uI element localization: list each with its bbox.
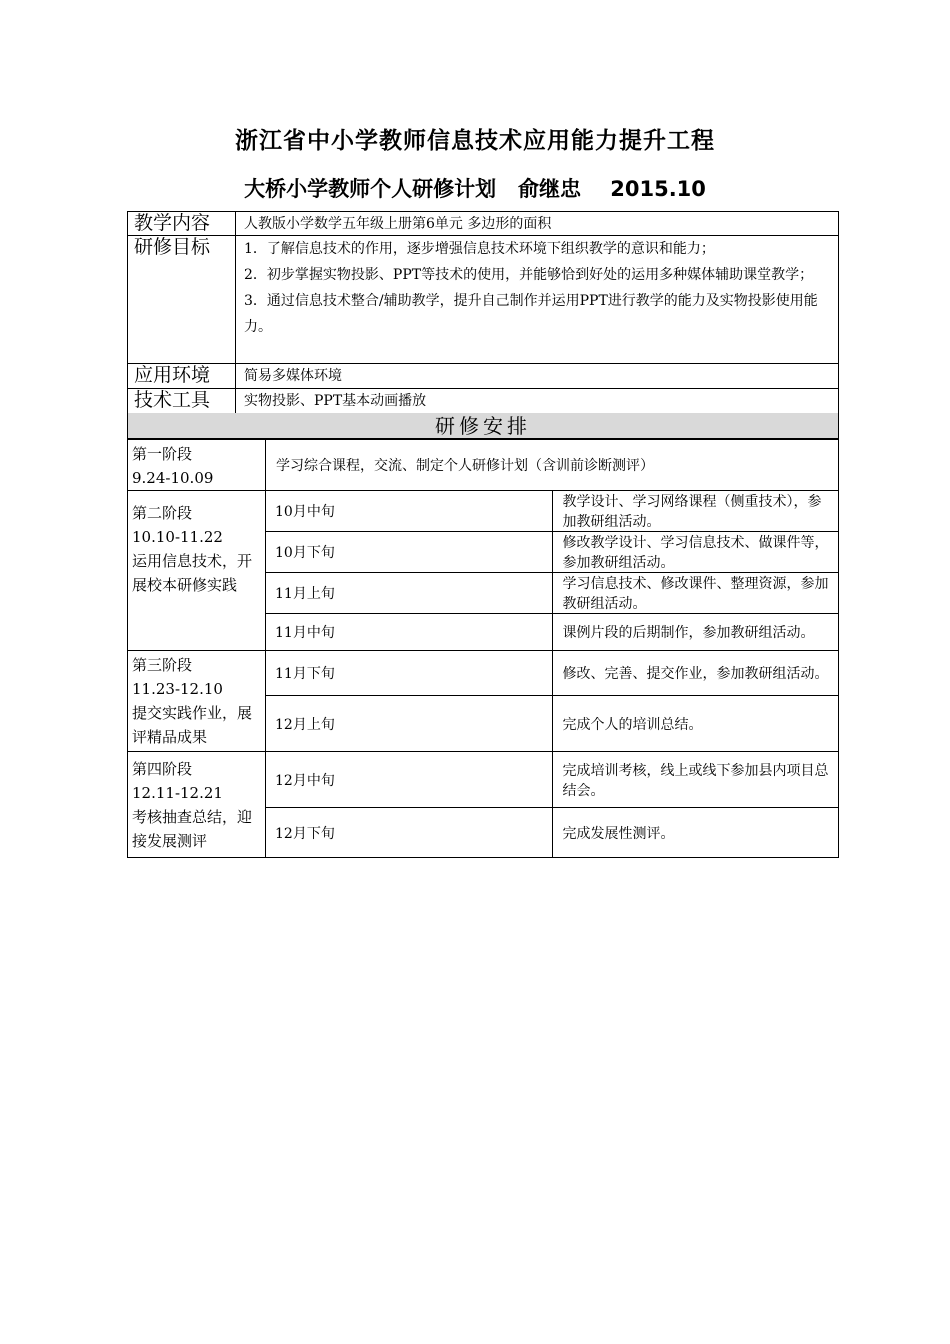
- time-cell: 11月中旬: [266, 614, 553, 651]
- time-cell: 10月下旬: [266, 532, 553, 573]
- time-cell: 11月上旬: [266, 573, 553, 614]
- activity-cell: 完成发展性测评。: [552, 808, 839, 858]
- stage1-activity: 学习综合课程，交流、制定个人研修计划（含训前诊断测评）: [266, 440, 839, 491]
- activity-cell: 完成培训考核，线上或线下参加县内项目总结会。: [552, 752, 839, 808]
- activity-cell: 教学设计、学习网络课程（侧重技术），参加教研组活动。: [552, 491, 839, 532]
- stage-name: 第三阶段: [132, 656, 193, 674]
- tool-label: 技术工具: [128, 389, 236, 414]
- stage1-cell: [128, 440, 266, 491]
- document-subtitle: 大桥小学教师个人研修计划 俞继忠 2015.10: [244, 177, 706, 201]
- time-cell: 10月中旬: [266, 491, 553, 532]
- activity-cell: 课例片段的后期制作，参加教研组活动。: [552, 614, 839, 651]
- activity-cell: 修改教学设计、学习信息技术、做课件等，参加教研组活动。: [552, 532, 839, 573]
- stage1-row: [128, 440, 839, 491]
- stage-name: 第一阶段: [132, 445, 193, 463]
- time-cell: 12月下旬: [266, 808, 553, 858]
- stage3-cell: [128, 651, 266, 752]
- stage-name: 第四阶段: [132, 759, 193, 778]
- time-cell: 12月中旬: [266, 752, 553, 808]
- content-label: 教学内容: [128, 212, 236, 236]
- env-label: 应用环境: [128, 364, 236, 389]
- stage-dates: 12.11-12.21: [132, 783, 223, 802]
- table-row: [128, 491, 839, 532]
- table-row: [128, 752, 839, 808]
- tool-value: 实物投影、PPT基本动画播放: [236, 389, 839, 414]
- schedule-heading: 研修安排: [127, 413, 839, 439]
- goal-label: 研修目标: [128, 236, 236, 364]
- table-row: [128, 651, 839, 696]
- schedule-table: [127, 439, 839, 858]
- document-title: 浙江省中小学教师信息技术应用能力提升工程: [235, 128, 715, 154]
- time-cell: 12月上旬: [266, 696, 553, 752]
- stage-dates: 9.24-10.09: [132, 469, 214, 487]
- activity-cell: 完成个人的培训总结。: [552, 696, 839, 752]
- env-row: [128, 364, 839, 389]
- stage-desc: 考核抽查总结，迎接发展测评: [132, 807, 253, 850]
- content-value: 人教版小学数学五年级上册第6单元 多边形的面积: [236, 212, 839, 236]
- stage4-cell: [128, 752, 266, 858]
- activity-cell: 修改、完善、提交作业，参加教研组活动。: [552, 651, 839, 696]
- stage-desc: 运用信息技术，开展校本研修实践: [132, 552, 253, 594]
- goal-value: [236, 236, 839, 364]
- time-cell: 11月下旬: [266, 651, 553, 696]
- stage-dates: 10.10-11.22: [132, 528, 223, 546]
- content-row: [128, 212, 839, 236]
- info-table: [127, 211, 839, 414]
- stage2-cell: [128, 491, 266, 651]
- env-value: 简易多媒体环境: [236, 364, 839, 389]
- stage-name: 第二阶段: [132, 504, 193, 522]
- tool-row: [128, 389, 839, 414]
- goal-item: 3．通过信息技术整合/辅助教学，提升自己制作并运用PPT进行教学的能力及实物投影使用能力。: [244, 293, 818, 335]
- stage-dates: 11.23-12.10: [132, 680, 223, 698]
- goal-row: [128, 236, 839, 364]
- goal-item: 1．了解信息技术的作用，逐步增强信息技术环境下组织教学的意识和能力；: [244, 241, 715, 257]
- goal-item: 2．初步掌握实物投影、PPT等技术的使用，并能够恰到好处的运用多种媒体辅助课堂教学；: [244, 267, 814, 283]
- stage-desc: 提交实践作业，展评精品成果: [132, 704, 253, 746]
- activity-cell: 学习信息技术、修改课件、整理资源，参加教研组活动。: [552, 573, 839, 614]
